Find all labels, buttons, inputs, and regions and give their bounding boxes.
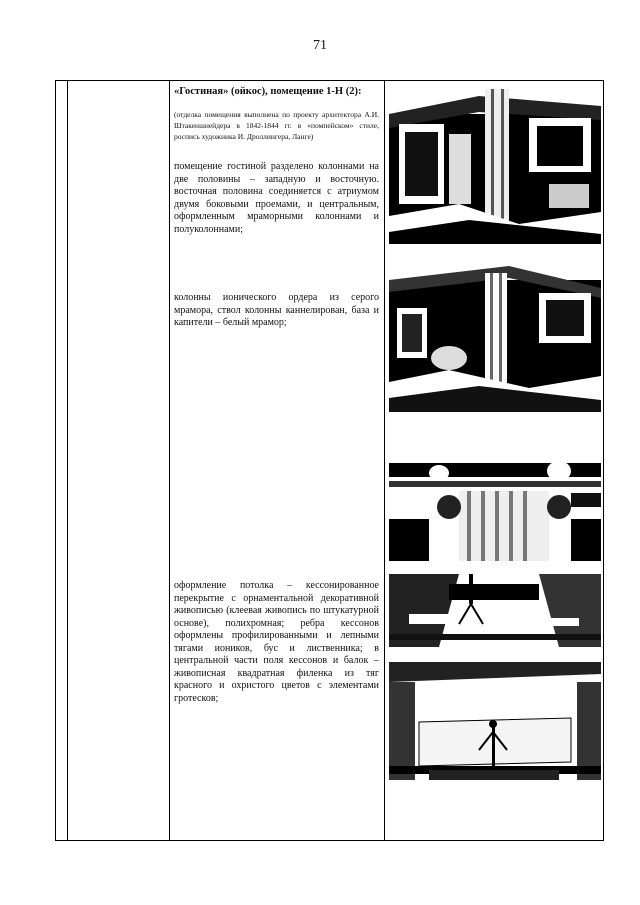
page-number: 71 [313, 38, 327, 53]
interior-photo [389, 84, 601, 244]
description-table [55, 80, 604, 841]
column-divider [67, 81, 68, 840]
room-note: (отделка помещения выполнена по проекту архитектора А.И. Штакеншнейдера в 1842-1844 гг. в «помпейском» стиле, роспись художника И. Дроллингера, Ланге) [174, 110, 379, 141]
room-heading: «Гостиная» (ойкос), помещение 1-Н (2): [174, 86, 362, 97]
column-divider [384, 81, 385, 840]
paragraph-room-layout: помещение гостиной разделено колоннами на две половины – западную и восточную. восточная половина соединяется с атриумом двумя боковыми проемами, и центральным, оформленным мраморными колоннами и полуколоннами; [174, 161, 379, 235]
column-divider [169, 81, 170, 840]
ceiling-photo [389, 574, 601, 647]
paragraph-columns: колонны ионического ордера из серого мрамора, ствол колонны каннелирован, база и капители – белый мрамор; [174, 292, 379, 328]
columns-photo [389, 258, 601, 412]
capital-detail-photo [389, 433, 601, 561]
paragraph-ceiling: оформление потолка – кессонированное перекрытие с орнаментальной декоративной живописью (клеевая живопись по штукатурной основе), полихромная; ребра кессонов оформлены профилированными и лепными тягами иоников, бус и лиственника; в центральной части поля кессонов и балок – живописная квадратная филенка из тяг красного и охристого цветов с элементами гротесков; [174, 580, 379, 704]
ceiling-chandelier-photo [389, 662, 601, 780]
